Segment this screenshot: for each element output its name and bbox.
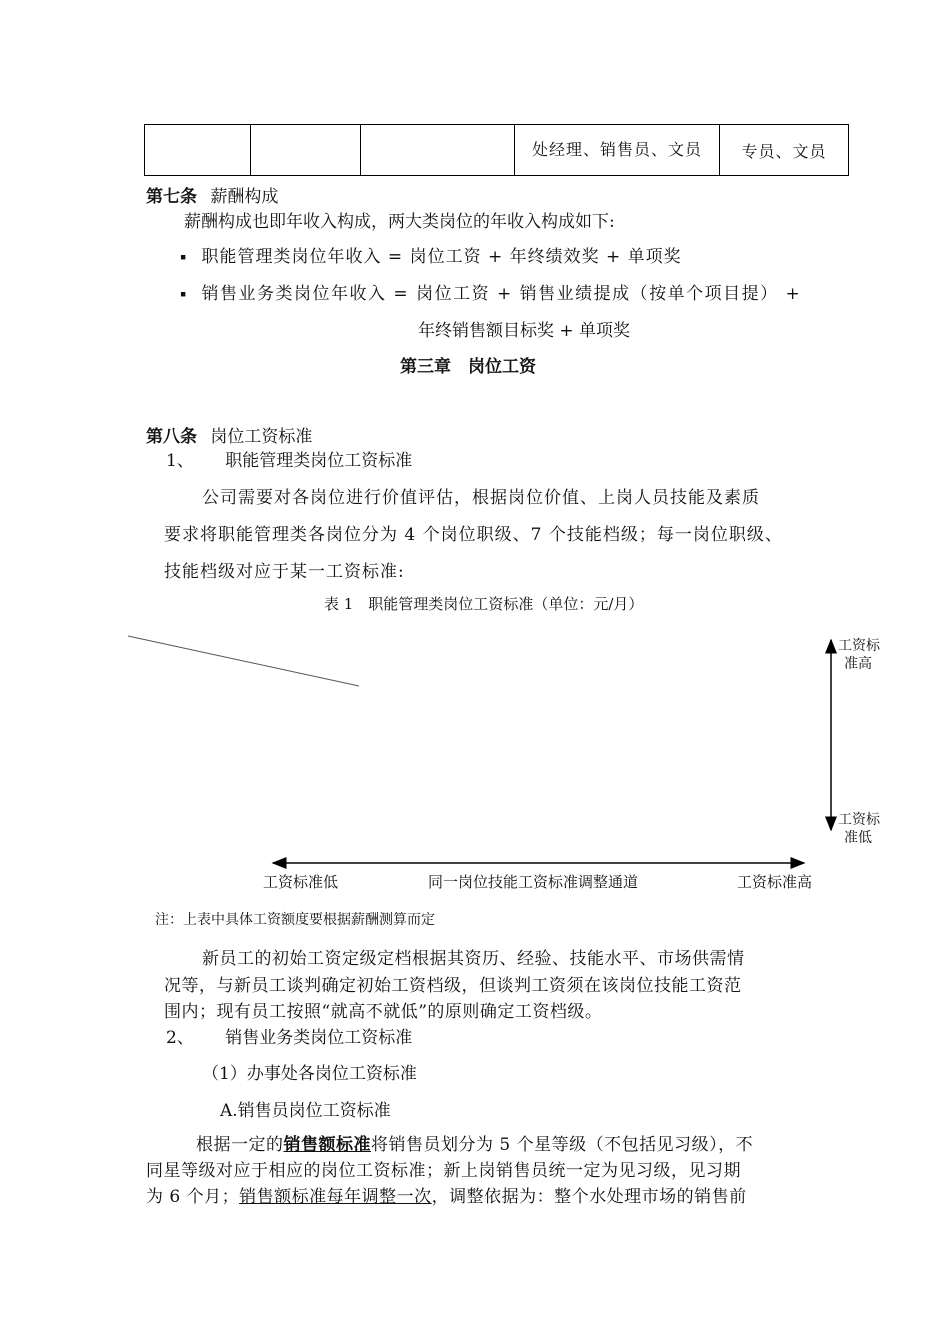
bullet-continuation: 年终销售额目标奖 + 单项奖 (418, 321, 631, 341)
paragraph-line: 要求将职能管理类各岗位分为 4 个岗位职级、7 个技能档级；每一岗位职级、 (164, 525, 783, 545)
paragraph-line: 公司需要对各岗位进行价值评估，根据岗位价值、上岗人员技能及素质 (202, 488, 760, 508)
paragraph-line: 围内；现有员工按照“就高不就低”的原则确定工资档级。 (164, 1002, 603, 1022)
bullet-text: 销售业务类岗位年收入 = 岗位工资 + 销售业绩提成（按单个项目提） + (201, 284, 802, 304)
section-number: 1、 (166, 451, 194, 471)
axis-label-channel: 同一岗位技能工资标准调整通道 (428, 873, 639, 891)
article-number: 第八条 (146, 427, 197, 447)
bullet-text: 职能管理类岗位年收入 = 岗位工资 + 年终绩效奖 + 单项奖 (201, 247, 682, 267)
axis-label-top-2: 准高 (844, 656, 872, 672)
article-title: 薪酬构成 (210, 187, 279, 207)
bullet-icon: ▪ (180, 289, 187, 300)
section-title: 职能管理类岗位工资标准 (225, 451, 413, 471)
bullet-icon: ▪ (180, 252, 187, 263)
table-cell: 专员、文员 (720, 125, 849, 176)
underlined-term: 销售额标准每年调整一次 (239, 1187, 432, 1207)
section-2-heading (166, 1023, 412, 1048)
paragraph-line: 技能档级对应于某一工资标准: (164, 562, 405, 582)
axis-label-bottom-1: 工资标 (838, 812, 880, 828)
paragraph-line: 同星等级对应于相应的岗位工资标准；新上岗销售员统一定为见习级，见习期 (146, 1161, 741, 1181)
diagonal-line (128, 636, 359, 686)
axis-label-low: 工资标准低 (263, 873, 339, 891)
text-run: 根据一定的 (196, 1135, 284, 1155)
paragraph-line: 新员工的初始工资定级定档根据其资历、经验、技能水平、市场供需情 (202, 949, 745, 969)
paragraph-line (146, 1182, 747, 1207)
paragraph: 薪酬构成也即年收入构成，两大类岗位的年收入构成如下: (184, 212, 615, 232)
section-number: 2、 (166, 1028, 194, 1048)
axis-label-bottom-2: 准低 (844, 830, 872, 846)
paragraph-line (196, 1130, 753, 1155)
paragraph-line: 况等，与新员工谈判确定初始工资档级，但谈判工资须在该岗位技能工资范 (164, 976, 742, 996)
table-cell: 处经理、销售员、文员 (515, 125, 720, 176)
table-caption: 表 1 职能管理类岗位工资标准（单位：元/月） (324, 595, 644, 613)
chapter-title: 第三章 岗位工资 (400, 357, 536, 377)
axis-label-high: 工资标准高 (737, 873, 813, 891)
subsection-heading: A.销售员岗位工资标准 (220, 1101, 391, 1121)
section-title: 销售业务类岗位工资标准 (225, 1028, 413, 1048)
subsection-heading: （1）办事处各岗位工资标准 (202, 1064, 417, 1084)
axis-label-top-1: 工资标 (838, 638, 880, 654)
table-note: 注：上表中具体工资额度要根据薪酬测算而定 (155, 912, 435, 928)
article-number: 第七条 (146, 187, 197, 207)
text-run: ，调整依据为：整个水处理市场的销售前 (431, 1187, 747, 1207)
underlined-term: 销售额标准 (283, 1135, 371, 1155)
text-run: 将销售员划分为 5 个星等级（不包括见习级），不 (371, 1135, 754, 1155)
article-title: 岗位工资标准 (210, 427, 313, 447)
text-run: 为 6 个月； (146, 1187, 240, 1207)
